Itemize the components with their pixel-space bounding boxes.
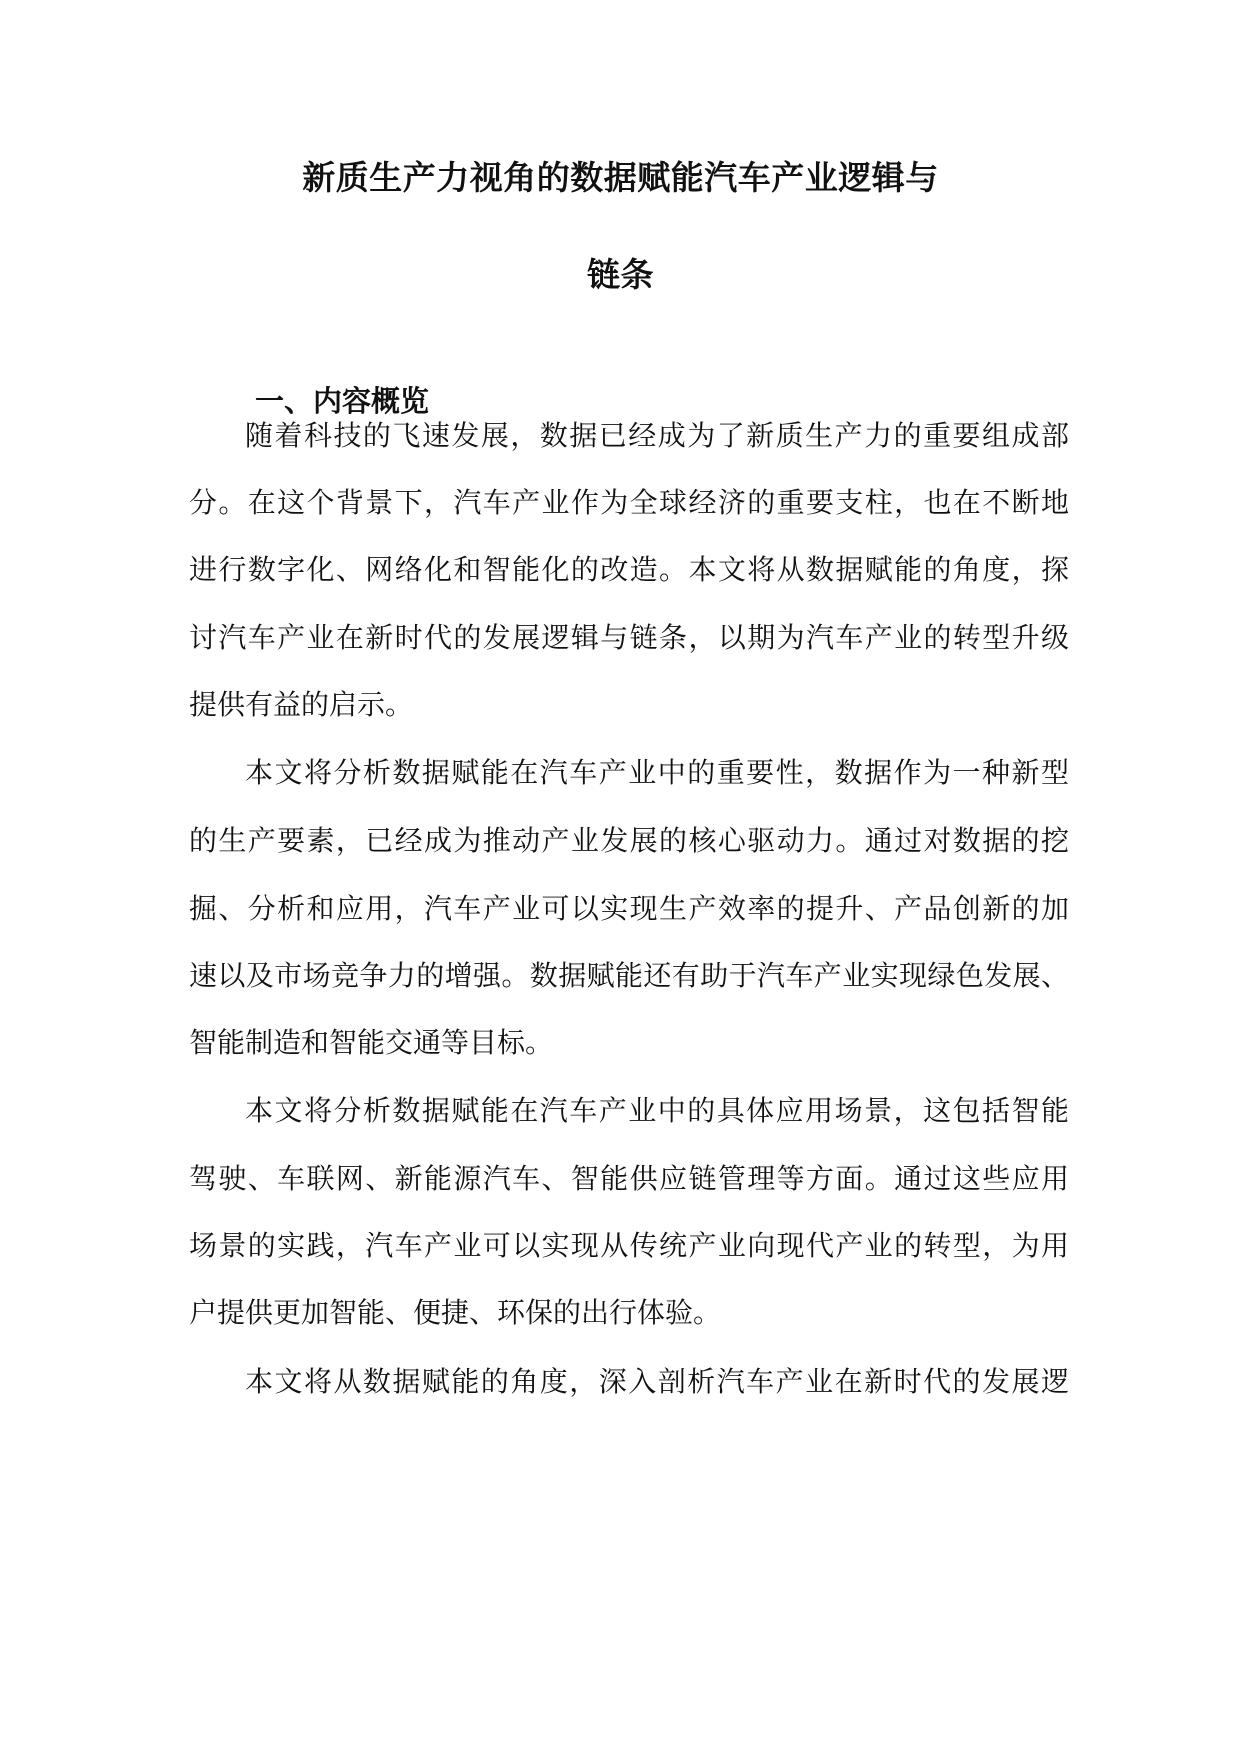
paragraph-1-line-3: 进行数字化、网络化和智能化的改造。本文将从数据赋能的角度，探 xyxy=(189,553,1069,586)
paragraph-2-line-3: 掘、分析和应用，汽车产业可以实现生产效率的提升、产品创新的加 xyxy=(189,892,1069,925)
paragraph-1-line-2: 分。在这个背景下，汽车产业作为全球经济的重要支柱，也在不断地 xyxy=(189,486,1069,519)
document-title-line-2: 链条 xyxy=(587,255,654,294)
paragraph-3-line-3: 场景的实践，汽车产业可以实现从传统产业向现代产业的转型，为用 xyxy=(189,1229,1069,1262)
paragraph-2-line-4: 速以及市场竞争力的增强。数据赋能还有助于汽车产业实现绿色发展、 xyxy=(189,959,1069,992)
paragraph-2-line-2: 的生产要素，已经成为推动产业发展的核心驱动力。通过对数据的挖 xyxy=(189,824,1069,857)
document-title-line-1: 新质生产力视角的数据赋能汽车产业逻辑与 xyxy=(302,158,939,197)
paragraph-3-line-2: 驾驶、车联网、新能源汽车、智能供应链管理等方面。通过这些应用 xyxy=(189,1162,1069,1195)
paragraph-2-line-1: 本文将分析数据赋能在汽车产业中的重要性，数据作为一种新型 xyxy=(245,756,1069,789)
paragraph-4-line-1: 本文将从数据赋能的角度，深入剖析汽车产业在新时代的发展逻 xyxy=(245,1365,1069,1398)
paragraph-2-line-5: 智能制造和智能交通等目标。 xyxy=(189,1026,554,1059)
paragraph-3-line-4: 户提供更加智能、便捷、环保的出行体验。 xyxy=(189,1296,722,1329)
paragraph-1-line-1: 随着科技的飞速发展，数据已经成为了新质生产力的重要组成部 xyxy=(245,419,1069,452)
paragraph-1-line-5: 提供有益的启示。 xyxy=(189,688,414,721)
paragraph-1-line-4: 讨汽车产业在新时代的发展逻辑与链条，以期为汽车产业的转型升级 xyxy=(189,621,1069,654)
section-heading: 一、内容概览 xyxy=(255,384,430,418)
paragraph-3-line-1: 本文将分析数据赋能在汽车产业中的具体应用场景，这包括智能 xyxy=(245,1094,1069,1127)
